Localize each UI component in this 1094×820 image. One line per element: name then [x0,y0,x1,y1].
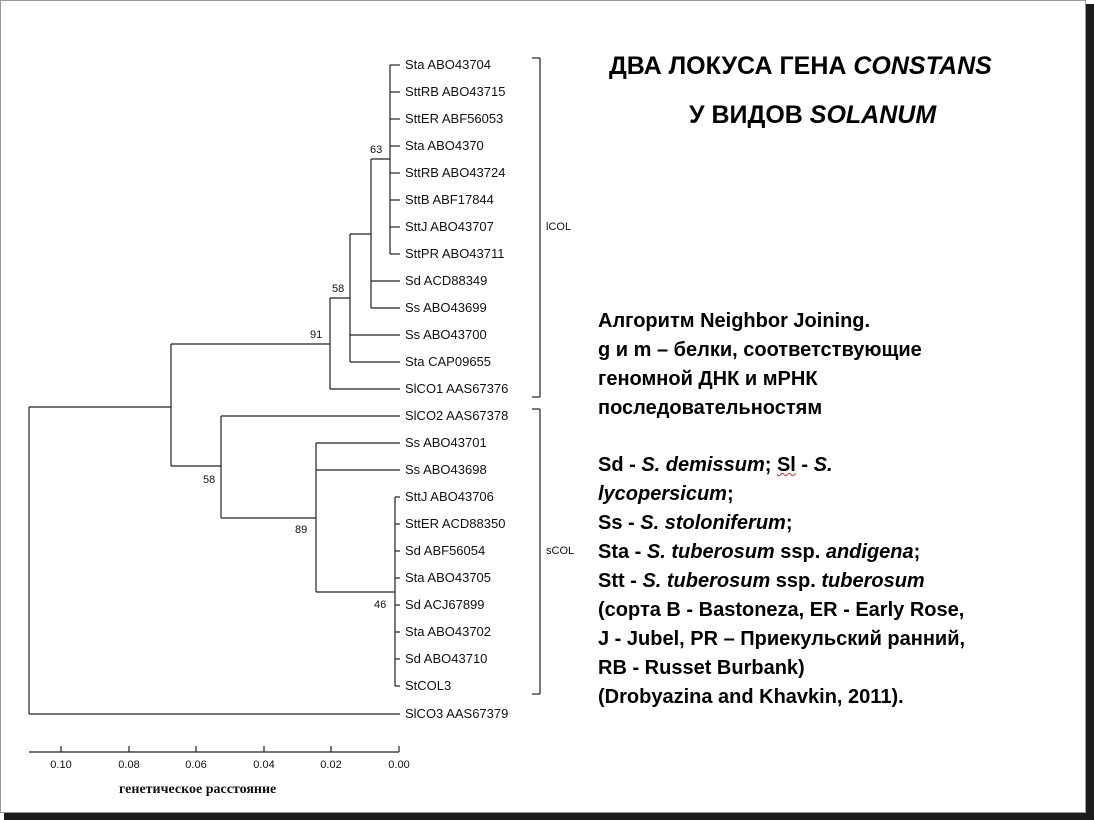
tree-leaf: Sd ACD88349 [405,273,488,288]
desc-species-sta [598,538,920,567]
axis-tick-label: 0.02 [320,759,342,771]
species-name-sl: lycopersicum [598,483,727,505]
tree-leaf: SlCO2 AAS67378 [405,408,509,423]
desc-line-13: (Drobyazina and Khavkin, 2011). [598,686,904,708]
tree-leaf: Sta ABO4370 [405,138,484,153]
subspecies-name-stt: tuberosum [821,570,925,592]
desc-species-sd-sl [598,451,833,480]
axis-tick-label: 0.06 [185,759,207,771]
separator: - [795,454,814,476]
species-name-sta: S. tuberosum [646,541,775,563]
tree-leaf: Sta ABO43705 [405,570,492,585]
tree-leaf: Ss ABO43701 [405,435,487,450]
tree-leaf: SttRB ABO43715 [405,84,506,99]
subspecies-name-sta: andigena [825,541,914,563]
title-line-2-text: У ВИДОВ [689,101,810,129]
tree-leaf: Ss ABO43699 [405,300,487,315]
tree-leaf: Sta ABO43702 [405,624,492,639]
clade-label-lcol: lCOL [546,221,572,233]
tree-leaf: Sd ABO43710 [405,651,488,666]
separator: ; [764,454,777,476]
bootstrap-value-89: 89 [295,524,308,536]
tree-leaf: SlCO3 AAS67379 [405,706,509,721]
ssp-text: ssp. [770,570,822,592]
tree-leaf: SttPR ABO43711 [405,246,505,261]
axis-tick-label: 0.04 [253,759,275,771]
desc-line-11: J - Jubel, PR – Приекульский ранний, [598,628,966,650]
desc-line-10: (сорта B - Bastoneza, ER - Early Rose, [598,599,965,621]
axis-title: генетическое расстояние [119,782,277,797]
clade-label-scol: sCOL [546,545,575,557]
axis-tick-label: 0.08 [118,759,140,771]
desc-line-3: геномной ДНК и мРНК [598,368,818,390]
ssp-text: ssp. [774,541,826,563]
tree-leaf: Sta ABO43704 [405,57,492,72]
axis-tick-label: 0.10 [50,759,72,771]
tree-leaf: SttJ ABO43707 [405,219,494,234]
tree-branches [29,58,540,752]
tree-leaf: Sd ACJ67899 [405,597,485,612]
tree-leaf: SttJ ABO43706 [405,489,494,504]
desc-line-1: Алгоритм Neighbor Joining. [598,310,871,332]
desc-line-12: RB - Russet Burbank) [598,657,805,679]
title-line-2-italic: SOLANUM [809,101,937,129]
desc-species-stt [598,567,925,596]
bootstrap-value-91: 91 [310,329,323,341]
species-code-sl: Sl [776,454,796,476]
tree-leaf: Ss ABO43698 [405,462,487,477]
tree-leaf: SttER ABF56053 [405,111,504,126]
desc-line-4: последовательностям [598,397,823,419]
species-code-sta: Sta - [598,541,647,563]
species-code-ss: Ss - [598,512,641,534]
species-name-stt: S. tuberosum [642,570,771,592]
bootstrap-value-58-bottom: 58 [203,474,216,486]
species-name-ss: S. stoloniferum [640,512,786,534]
desc-species-ss [598,509,793,538]
separator: ; [913,541,921,563]
desc-species-sl-name [598,480,734,509]
axis-tick-label: 0.00 [388,759,410,771]
tree-leaf: SttRB ABO43724 [405,165,506,180]
title-line-1-italic: CONSTANS [853,52,992,80]
tree-leaf: Sta CAP09655 [405,354,492,369]
title-line-1-text: ДВА ЛОКУСА ГЕНА [609,52,854,80]
bootstrap-value-46: 46 [374,599,387,611]
desc-line-2: g и m – белки, соответствующие [598,339,922,361]
separator: ; [726,483,734,505]
species-code-sd: Sd - [598,454,642,476]
tree-leaf: SttB ABF17844 [405,192,494,207]
species-name-sd: S. demissum [641,454,765,476]
species-code-stt: Stt - [598,570,643,592]
tree-leaf: SttER ACD88350 [405,516,506,531]
species-genus-sl: S. [813,454,833,476]
tree-leaf: SlCO1 AAS67376 [405,381,509,396]
tree-leaf: Ss ABO43700 [405,327,487,342]
bootstrap-value-63: 63 [370,144,383,156]
tree-leaf: Sd ABF56054 [405,543,486,558]
separator: ; [785,512,793,534]
tree-leaf: StCOL3 [405,678,452,693]
bootstrap-value-58-top: 58 [332,283,345,295]
